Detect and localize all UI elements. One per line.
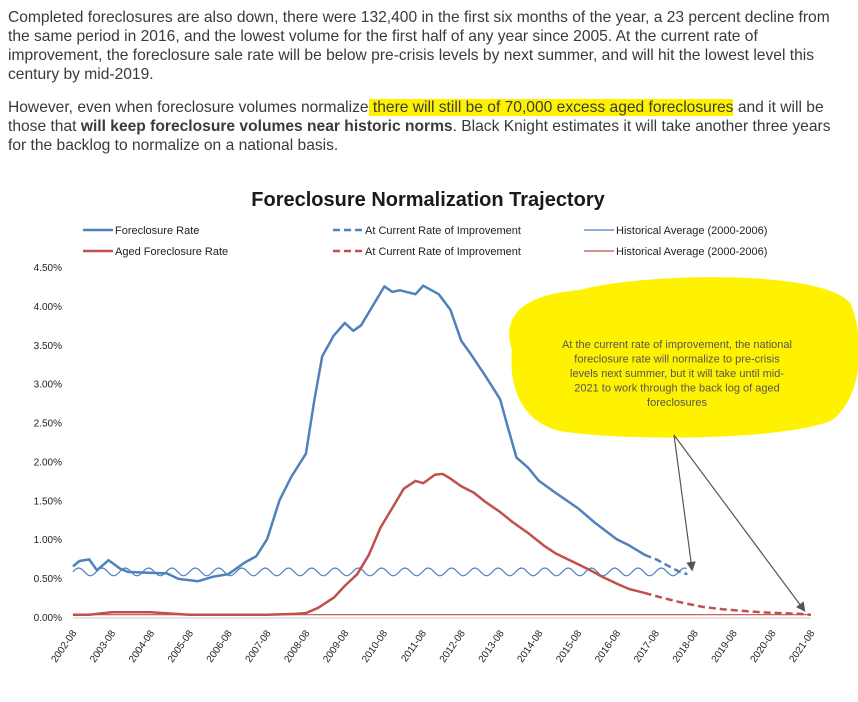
- paragraph-2-start: However, even when foreclosure volumes normalize: [8, 99, 369, 116]
- paragraph-2: [8, 98, 843, 155]
- callout-annotation: [512, 280, 856, 610]
- x-tick-label: 2004-08: [127, 628, 158, 665]
- chart-title: Foreclosure Normalization Trajectory: [251, 189, 605, 211]
- y-tick-label: 2.00%: [33, 457, 62, 469]
- x-tick-label: 2012-08: [437, 628, 468, 665]
- x-tick-label: 2003-08: [88, 628, 119, 665]
- callout-arrow: [674, 435, 804, 610]
- highlighted-text: there will still be of 70,000 excess aged foreclosures: [368, 99, 734, 116]
- paragraph-1: Completed foreclosures are also down, there were 132,400 in the first six months of the year, a 23 percent decline from the same period in 2016, and the lowest volume for the first half of any year since 2005. At the current rate of improvement, the foreclosure sale rate will be below pre-crisis levels by next summer, and will hit the lowest level this century by mid-2019.: [8, 9, 830, 83]
- x-tick-label: 2021-08: [787, 628, 818, 665]
- x-tick-label: 2019-08: [709, 628, 740, 665]
- x-tick-label: 2017-08: [632, 628, 663, 665]
- x-tick-label: 2015-08: [554, 628, 585, 665]
- y-tick-label: 3.50%: [33, 340, 62, 352]
- x-tick-label: 2007-08: [243, 628, 274, 665]
- x-tick-label: 2018-08: [670, 628, 701, 665]
- y-tick-label: 1.00%: [33, 535, 62, 547]
- x-tick-label: 2014-08: [515, 628, 546, 665]
- paragraph-2-mid: and it will be those that: [8, 99, 824, 135]
- x-tick-label: 2010-08: [360, 628, 391, 665]
- x-tick-label: 2016-08: [593, 628, 624, 665]
- x-axis: [49, 628, 817, 665]
- y-tick-label: 3.00%: [33, 379, 62, 391]
- legend-label: Aged Foreclosure Rate: [115, 246, 229, 258]
- paragraph-2-end: . Black Knight estimates it will take another three years for the backlog to normalize on a national basis.: [8, 118, 831, 154]
- y-tick-label: 1.50%: [33, 496, 62, 508]
- callout-text-line: foreclosure rate will normalize to pre-crisis: [574, 353, 780, 366]
- y-tick-label: 0.00%: [33, 613, 62, 624]
- legend-label: At Current Rate of Improvement: [365, 246, 521, 258]
- y-tick-label: 0.50%: [33, 574, 62, 586]
- legend-label: Foreclosure Rate: [115, 225, 200, 237]
- foreclosure-chart: [0, 180, 858, 702]
- legend-label: At Current Rate of Improvement: [365, 225, 521, 237]
- callout-text-line: levels next summer, but it will take until mid-: [570, 368, 784, 380]
- y-tick-label: 4.00%: [33, 301, 62, 313]
- x-tick-label: 2009-08: [321, 628, 352, 665]
- x-tick-label: 2011-08: [399, 628, 430, 665]
- article-text: [8, 8, 843, 169]
- legend-label: Historical Average (2000-2006): [616, 225, 768, 237]
- bold-text: will keep foreclosure volumes near historic norms: [80, 118, 453, 135]
- y-tick-label: 4.50%: [33, 263, 62, 274]
- chart-legend: [83, 225, 767, 258]
- x-tick-label: 2020-08: [748, 628, 779, 665]
- x-tick-label: 2013-08: [476, 628, 507, 665]
- series-line: [645, 593, 811, 615]
- x-tick-label: 2005-08: [165, 628, 196, 665]
- x-tick-label: 2008-08: [282, 628, 313, 665]
- x-tick-label: 2002-08: [49, 628, 80, 665]
- callout-text-line: At the current rate of improvement, the national: [562, 339, 792, 351]
- legend-label: Historical Average (2000-2006): [616, 246, 768, 258]
- y-tick-label: 2.50%: [33, 418, 62, 430]
- callout-text-line: foreclosures: [647, 397, 707, 409]
- callout-text-line: 2021 to work through the back log of aged: [574, 382, 780, 395]
- x-tick-label: 2006-08: [204, 628, 235, 665]
